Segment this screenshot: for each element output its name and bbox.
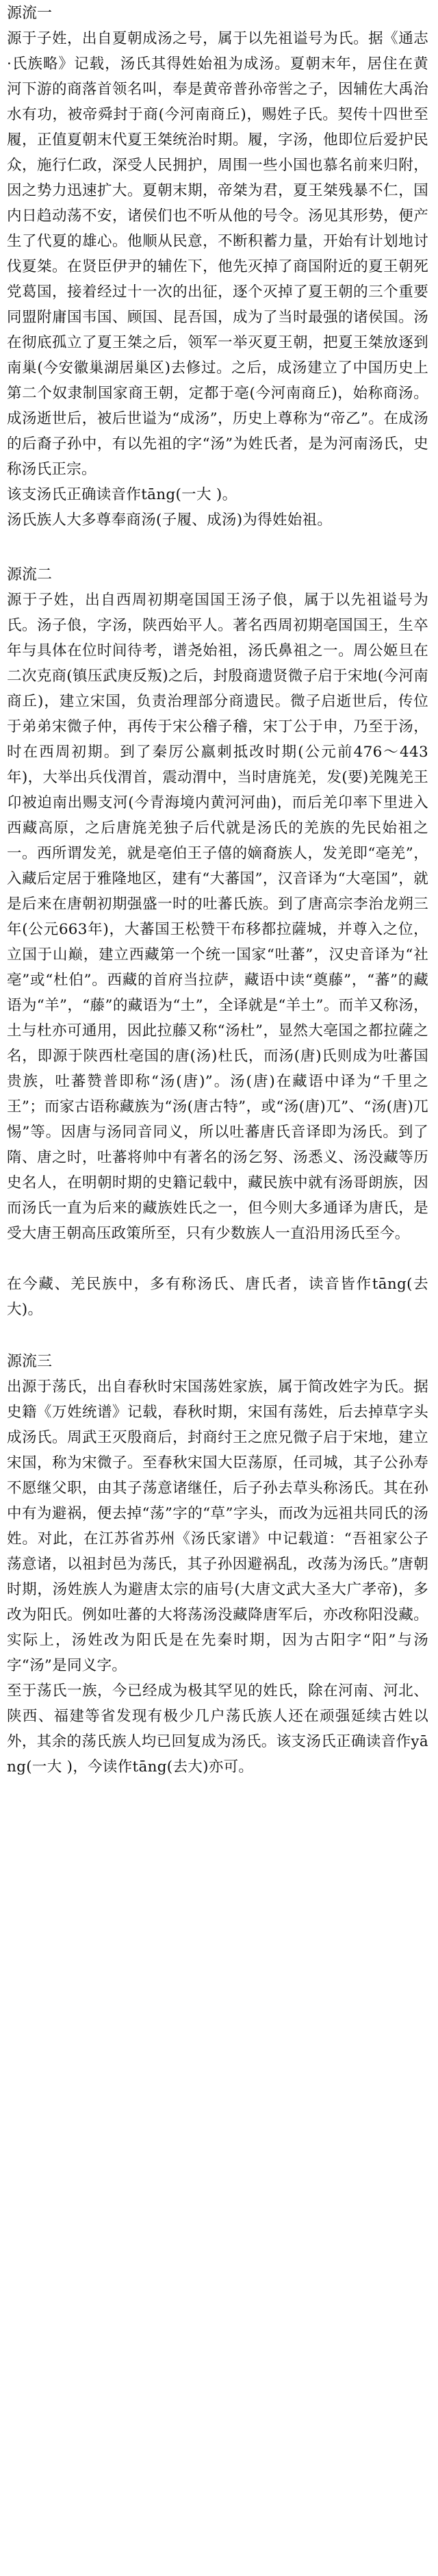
- ancestor-note: 汤氏族人大多尊奉商汤(子履、成汤)为得姓始祖。: [7, 512, 333, 529]
- section-paragraph: 出源于荡氏，出自春秋时宋国荡姓家族，属于简改姓字为氏。据史籍《万姓统谱》记载，春秋时期，宋国有荡姓，后去掉草字头成汤氏。周武王灭殷商后，封商纣王之庶兄微子启于宋地，建立宋国，称为宋微子。至春秋宋国大臣荡原，任司城，其子公孙寿不愿继父职，由其子荡意诸继任，后子孙去草头称汤氏。其在孙中有为避祸，便去掉“荡”字的“草”字头，而改为远祖共同氏的汤姓。对此，在江苏省苏州《汤氏家谱》中记载道：“吾祖家公子荡意诸，以祖封邑为荡氏，其子孙因避祸乱，改荡为汤氏。”唐朝时期，汤姓族人为避唐太宗的庙号(大唐文武大圣大广孝帝)，多改为阳氏。例如吐蕃的大将荡汤没藏降唐军后，亦改称阳没藏。实际上，汤姓改为阳氏是在先秦时期，因为古阳字“阳”与汤字“汤”是同义字。: [7, 1378, 428, 1674]
- origin-section-3: [7, 1352, 428, 1780]
- pronunciation-note: 该支汤氏正确读音作tāng(一大 )。: [7, 486, 237, 503]
- pronunciation-note: 在今藏、羌民族中，多有称汤氏、唐氏者，读音皆作tāng(去大)。: [7, 1276, 428, 1318]
- paragraph-gap: [7, 1246, 428, 1272]
- section-title: 源流一: [7, 5, 53, 22]
- section-paragraph: 源于子姓，出自夏朝成汤之号，属于以先祖谥号为氏。据《通志·氏族略》记载，汤氏其得姓始祖为成汤。夏朝末年，居住在黄河下游的商落首领名叫，奉是黄帝普孙帝喾之子，因辅佐大禹治水有功，被帝舜封于商(今河南商丘)，赐姓子氏。契传十四世至履，正值夏朝末代夏王桀统治时期。履，字汤，他即位后爱护民众，施行仁政，深受人民拥护，周围一些小国也慕名前来归附，因之势力迅速扩大。夏朝末期，帝桀为君，夏王桀残暴不仁，国内日趋动荡不安，诸侯们也不听从他的号令。汤见其形势，便产生了代夏的雄心。他顺从民意，不断积蓄力量，开始有计划地讨伐夏桀。在贤臣伊尹的辅佐下，他先灭掉了商国附近的夏王朝死党葛国，接着经过十一次的出征，逐个灭掉了夏王朝的三个重要同盟附庸国韦国、顾国、昆吾国，成为了当时最强的诸侯国。汤在彻底孤立了夏王桀之后，领军一举灭夏王朝，把夏王桀放逐到南巢(今安徽巢湖居巢区)去修过。之后，成汤建立了中国历史上第二个奴隶制国家商王朝，定都于亳(今河南商丘)，始称商汤。成汤逝世后，被后世谥为“成汤”，历史上尊称为“帝乙”。在成汤的后裔子孙中，有以先祖的字“汤”为姓氏者，是为河南汤氏，史称汤氏正宗。: [7, 30, 428, 478]
- section-title: 源流二: [7, 566, 53, 583]
- origin-section-1: [7, 4, 428, 533]
- section-title: 源流三: [7, 1353, 53, 1370]
- section-paragraph: 源于子姓，出自西周初期亳国国王汤子俍，属于以先祖谥号为氏。汤子俍，字汤，陕西始平人。著名西周初期亳国国王，生卒年与具体在位时间待考，谱尧始祖，汤氏鼻祖之一。周公姬旦在二次克商(镇压武庚反叛)之后，封殷商遗贤微子启于宋地(今河南商丘)，建立宋国，负责治理部分商遗民。微子启逝世后，传位于弟弟宋微子仲，再传于宋公稽子稽，宋丁公于申，乃至于汤，时在西周初期。到了秦厉公嬴刺抵改时期(公元前476～443年)，大举出兵伐渭首，震动渭中，当时唐旄羌，发(要)羌隗羌王卬被迫南出赐支河(今青海境内黄河河曲)，而后羌卬率下里进入西藏高原，之后唐旄羌独子后代就是汤氏的羌族的先民始祖之一。西所谓发羌，就是亳伯王子僖的嫡裔族人，发羌即“亳羌”，入藏后定居于雅隆地区，建有“大蕃国”，汉音译为“大亳国”，就是后来在唐朝初期强盛一时的吐蕃氏族。到了唐高宗李治龙朔三年(公元663年)，大蕃国王松赞干布移都拉薩城，并尊入之位，立国于山巅，建立西藏第一个统一国家“吐蕃”，汉史音译为“社亳”或“杜伯”。西藏的首府当拉萨，藏语中读“奠藤”，“蕃”的藏语为“羊”，“藤”的藏语为“土”，全译就是“羊土”。而羊又称汤，土与杜亦可通用，因此拉藤又称“汤杜”，显然大亳国之都拉薩之名，即源于陕西杜亳国的唐(汤)杜氏，而汤(唐)氏则成为吐蕃国贵族，吐蕃赞普即称“汤(唐)”。汤(唐)在藏语中译为“千里之王”；而家古语称藏族为“汤(唐古特”，或“汤(唐)兀”、“汤(唐)兀惕”等。因唐与汤同音同义，所以吐蕃唐氏音译即为汤氏。到了隋、唐之时，吐蕃将帅中有著名的汤乞努、汤悉义、汤没藏等历史名人，在明朝时期的史籍记载中，藏民族中就有汤哥朗族，因而汤氏一直为后来的藏族姓氏之一，但今则大多通译为唐氏，是受大唐王朝高压政策所至，只有少数族人一直沿用汤氏至今。: [7, 592, 428, 1242]
- origin-section-2: [7, 566, 428, 1322]
- section-paragraph: 至于荡氏一族，今已经成为极其罕见的姓氏，除在河南、河北、陕西、福建等省发现有极少几户荡氏族人还在顽强延续古姓以外，其余的荡氏族人均已回复成为汤氏。该支汤氏正确读音作yāng(一大 )，今读作tāng(去大)亦可。: [7, 1682, 428, 1776]
